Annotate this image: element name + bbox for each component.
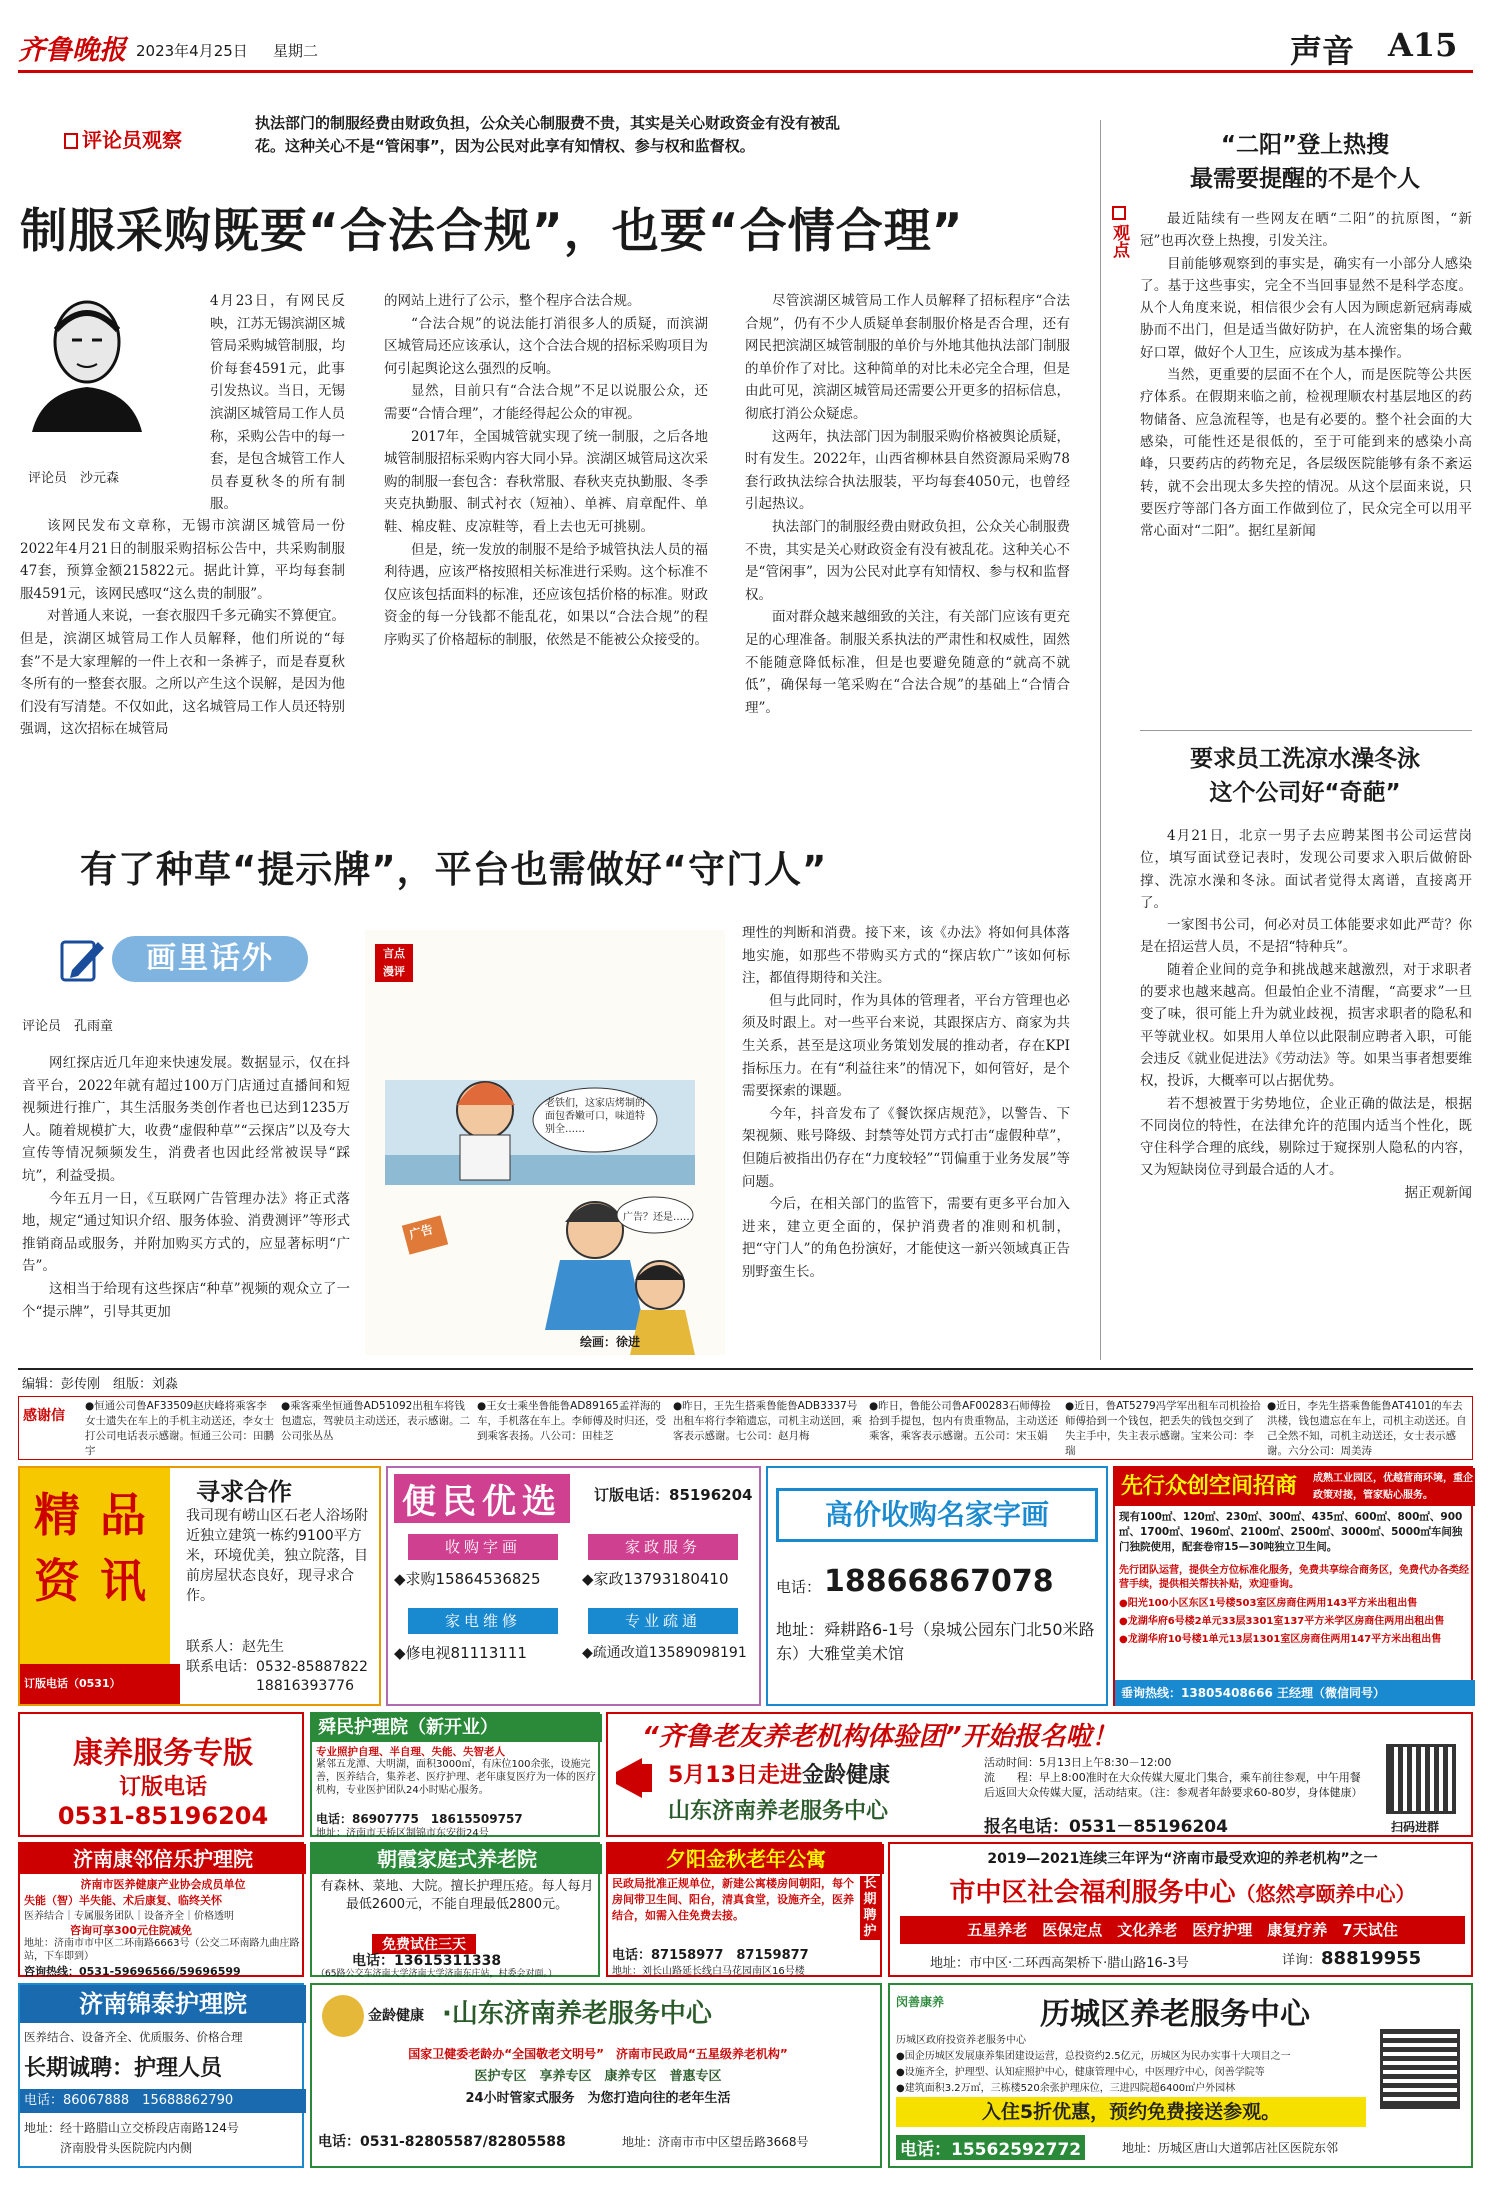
stamp-line: 言点 (383, 947, 405, 960)
deck-line: 花。这种关心不是“管闲事”，因为公民对此享有知情权、参与权和监督权。 (255, 137, 755, 155)
jingpin-phone: 订版电话（0531）85196204 (20, 1664, 180, 1704)
jingpin-tel: 联系电话：0532-85887822 (186, 1659, 368, 1675)
qilu-detail: 流 程：早上8:00准时在大众传媒大厦北门集合，乘车前往参观，中午用餐后返回大众传媒大厦，活动结束。（注：参观者年龄要求60-80岁，身体健康） (984, 1771, 1363, 1799)
paragraph: 该网民发布文章称，无锡市滨湖区城管局一份2022年4月21日的制服采购招标公告中，共采购制服47套，预算金额215822元。据此计算，平均每套制服4591元，该网民感叹“这么贵的制服”。 (20, 518, 345, 602)
kangyang-title: 康养服务专版 (73, 1736, 253, 1771)
lc-offer: 入住5折优惠，预约免费接送参观。 (896, 2097, 1366, 2127)
qr-code-icon (1386, 1744, 1456, 1814)
zihua-addr: 地址：舜耕路6-1号（泉城公园东门北50米路东）大雅堂美术馆 (776, 1620, 1095, 1663)
jingpin-heading: 寻求合作 (196, 1478, 292, 1506)
kangyang-sub: 订版电话 (118, 1775, 207, 1800)
lc-brand: 闵善康养 (896, 1995, 945, 2009)
szq-title-main: 市中区社会福利服务中心 (949, 1878, 1236, 1908)
paragraph: 最近陆续有一些网友在晒“二阳”的抗原图，“新冠”也再次登上热搜，引发关注。 (1140, 211, 1472, 250)
xiyang-addr: 地址：刘长山路延长线白马花园南区16号楼 (612, 1966, 805, 1977)
paragraph: 但与此同时，作为具体的管理者，平台方管理也必须及时跟上。对一些平台来说，其跟探店方、商家为共生关系，甚至是这项业务策划发展的推动者，存在KPI指标压力。在有“利益往来”的情况下，如何管好，是个需要探索的课题。 (742, 992, 1070, 1100)
xianxing-hotline: 垂询热线：13805408666 王经理（微信同号） (1115, 1680, 1475, 1706)
jintai-title: 济南锦泰护理院 (20, 1985, 306, 2023)
sd-title: ·山东济南养老服务中心 (442, 1999, 712, 2029)
shunmin-addr: 地址：济南市天桥区制锦市东安街24号 (316, 1828, 489, 1839)
ad-jingpin (18, 1466, 381, 1730)
xianxing-line: ●龙湖华府10号楼1单元13层1301室区房商住两用147平方米出租出售 (1119, 1634, 1442, 1645)
kanglin-line: 咨询可享300元住院减免 (70, 1924, 192, 1937)
jintai-addr: 地址：经十路腊山立交桥段店南路124号 (24, 2121, 239, 2135)
paragraph: 目前能够观察到的事实是，确实有一小部分人感染了。基于这些事实，完全不当回事显然不是科学态度。从个人角度来说，相信很少会有人因为顾虑新冠病毒威胁而不出门，但是适当做好防护，在人流密集的场合戴好口罩，做好个人卫生，应该成为基本操作。 (1140, 255, 1472, 361)
main-col-3 (745, 290, 1070, 719)
kanglin-addr: 地址：济南市市中区二环南路6663号（公交二环南路九曲庄路站，下车即到） (24, 1938, 300, 1962)
zhaoxia-addr: （65路公交车济南大学济南大学济南东庄站，村委会对面。） (316, 1969, 557, 1979)
xianxing-body: 现有100㎡、120㎡、230㎡、300㎡、435㎡、600㎡、800㎡、900㎡、1700㎡、1960㎡、2100㎡、2500㎡、3000㎡、5000㎡车间独门独院使用，配套卷帘15—30吨独立卫生间。 (1119, 1511, 1463, 1553)
zihua-title: 高价收购名家字画 (776, 1488, 1098, 1542)
qilu-title: “齐鲁老友养老机构体验团”开始报名啦！ (642, 1722, 1118, 1752)
badge (58, 932, 314, 988)
thanks-label: 感谢信 (23, 1408, 65, 1424)
main-byline: 评论员 沙元森 (28, 471, 120, 486)
lc-title: 历城区养老服务中心 (1040, 1997, 1310, 2032)
xianxing-sub: 成熟工业园区，优越营商环境，重企政策对接，管家贴心服务。 (1313, 1473, 1473, 1501)
ad-zhaoxia (310, 1842, 600, 1977)
zihua-tel: 18866867078 (824, 1564, 1054, 1599)
lc-sub: 历城区政府投资养老服务中心 (896, 2035, 1026, 2046)
sd-addr: 地址：济南市市中区望岳路3668号 (622, 2135, 809, 2149)
masthead (18, 28, 1473, 68)
section-name: 声音 (1290, 32, 1355, 70)
zhaoxia-free: 免费试住三天 (372, 1934, 476, 1954)
sidebar-label-text: 观点 (1109, 224, 1129, 258)
bianmin-cat: 家政服务 (588, 1534, 738, 1560)
paragraph: 随着企业间的竞争和挑战越来越激烈，对于求职者的要求也越来越高。但最怕企业不清醒，“高要求”一旦变了味，很可能上升为就业歧视，损害求职者的隐私和平等就业权。如果用人单位以此限制应聘者入职，可能会违反《就业促进法》《劳动法》等。如果当事者想要维权，投诉，大概率可以占据优势。 (1140, 961, 1472, 1090)
title-line: 要求员工洗凉水澡冬泳 (1190, 746, 1420, 772)
qilu-phone (984, 1812, 1228, 1837)
sd-line: 国家卫健委老龄办“全国敬老文明号” 济南市民政局“五星级养老机构” (408, 2047, 788, 2061)
xianxing-line: 先行团队运营，提供全方位标准化服务，免费共享综合商务区，免费代办各类经营手续，提供相关帮扶补贴，欢迎垂询。 (1119, 1565, 1469, 1590)
qilu-detail: 活动时间：5月13日上午8:30－12:00 (984, 1756, 1172, 1769)
cartoon-bubble-2: 广告？还是…… (623, 1212, 693, 1223)
bianmin-title: 便民优选 (394, 1474, 570, 1523)
cartoon-stamp (375, 944, 413, 982)
sidebar-label (1108, 206, 1130, 264)
paragraph: 网红探店近几年迎来快速发展。数据显示，仅在抖音平台，2022年就有超过100万门店通过直播间和短视频进行推广，其生活服务类创作者也已达到1235万人。随着规模扩大，收费“虚假种草”“云探店”以及夸大宣传等情况频频发生，消费者也因此经常被误导“踩坑”，利益受损。 (22, 1055, 350, 1184)
paragraph: 执法部门的制服经费由财政负担，公众关心制服费不贵，其实是关心财政资金有没有被乱花。这种关心不是“管闲事”，因为公民对此享有知情权、参与权和监督权。 (745, 518, 1070, 603)
ad-licheng (888, 1983, 1473, 2168)
cartoon-sign: 广告 (407, 1222, 435, 1242)
szq-award: 2019—2021连续三年评为“济南市最受欢迎的养老机构”之一 (987, 1851, 1378, 1867)
jintai-job: 长期诚聘：护理人员 (24, 2056, 223, 2081)
ad-bianmin (386, 1466, 761, 1706)
weekday: 星期二 (273, 42, 319, 60)
ad-xianxing (1113, 1466, 1473, 1706)
lc-line: ●国企历城区发展康养集团建设运营，总投资约2.5亿元，历城区为民办实事十大项目之一 (896, 2051, 1291, 2062)
thanks-item: ●王女士乘坐鲁能鲁AD89165孟祥海的车，手机落在车上。李师傅及时归还，受到乘客表扬。八公司：田桂芝 (477, 1400, 666, 1442)
xiyang-side: 长期聘护工 (860, 1876, 880, 1940)
paragraph: 对普通人来说，一套衣服四千多元确实不算便宜。但是，滨湖区城管局工作人员解释，他们所说的“每套”不是大家理解的一件上衣和一条裤子，而是春夏秋冬所有的一整套衣服。之所以产生这个误解，是因为他们没有写清楚。不仅如此，这名城管局工作人员还特别强调，这次招标在城管局 (20, 608, 345, 738)
bianmin-line: ◆修电视81113111 (394, 1644, 527, 1662)
shunmin-sub: 专业照护自理、半自理、失能、失智老人 (316, 1746, 505, 1758)
stamp-line: 漫评 (383, 965, 405, 978)
shunmin-body: 紧邻五龙潭、大明湖，面积3000㎡，有床位100余张，设施完善，医养结合，集养老、医疗护理、老年康复医疗为一体的医疗机构，专业医护团队24小时贴心服务。 (316, 1759, 596, 1796)
main-col-1 (20, 290, 345, 516)
jingpin-body: 我司现有崂山区石老人浴场附近独立建筑一栋约9100平方米，环境优美，独立院落，目前房屋状态良好，现寻求合作。 (186, 1508, 368, 1604)
kanglin-tel: 咨询热线：0531-59696566/59696599 (24, 1965, 241, 1978)
kanglin-line: 医养结合｜专属服务团队｜设备齐全｜价格透明 (24, 1911, 234, 1922)
main-col-1-rest (20, 515, 345, 741)
zihua-tel-label: 电话： (776, 1578, 822, 1596)
cartoon-credit: 绘画：徐进 (580, 1335, 641, 1349)
shunmin-title: 舜民护理院（新开业） (312, 1714, 602, 1742)
jintai-note: 济南股骨头医院院内内侧 (60, 2141, 193, 2155)
paragraph: 当然，更重要的层面不在个人，而是医院等公共医疗体系。在假期来临之前，检视理顺农村基层地区的药物储备、应急流程等，也是有必要的。整个社会面的大感染，可能性还是很低的，至于可能到来的感染小高峰，只要药店的药物充足，各层级医院能够有条不紊运转，就不会出现太多失控的情况。从这个层面来说，只要医疗等部门各方面工作做到位了，民众完全可以用平常心面对“二阳”。据红星新闻 (1140, 367, 1472, 540)
title-line: 最需要提醒的不是个人 (1190, 166, 1420, 192)
paragraph: 今后，在相关部门的监管下，需要有更多平台加入进来，建立更全面的，保护消费者的准则和机制，把“守门人”的角色扮演好，才能使这一新兴领域真正告别野蛮生长。 (742, 1196, 1070, 1280)
jingpin-tel2: 18816393776 (256, 1678, 354, 1694)
xianxing-title: 先行众创空间招商 (1115, 1468, 1475, 1506)
paragraph: 的网站上进行了公示，整个程序合法合规。 (384, 293, 641, 309)
paragraph: 尽管滨湖区城管局工作人员解释了招标程序“合法合规”，仍有不少人质疑单套制服价格是否合理，还有网民把滨湖区城管制服的单价与外地其他执法部门制服的单价作了对比。这种简单的对比未必完全合理，但是由此可见，滨湖区城管局还需要公开更多的招标信息，彻底打消公众疑虑。 (745, 293, 1070, 422)
source-credit: 据正观新闻 (1404, 1184, 1472, 1201)
bianmin-line: ◆家政13793180410 (582, 1570, 729, 1588)
bianmin-cat: 专业疏通 (588, 1608, 738, 1634)
ad-shunmin (310, 1712, 600, 1837)
main-headline: 制服采购既要“合法合规”，也要“合情合理” (20, 204, 964, 259)
ad-jintai (18, 1983, 304, 2168)
xiyang-body: 民政局批准正规单位，新建公寓楼房间朝阳，每个房间带卫生间、阳台，清真食堂，设施齐全，医养结合，如需入住免费去接。 (612, 1877, 854, 1922)
kanglin-title: 济南康邻倍乐护理院 (20, 1844, 306, 1874)
thanks-item: ●恒通公司鲁AF33509赵庆峰将乘客李女士遗失在车上的手机主动送还，李女士打公司电话表示感谢。恒通三公司：田鹏宇 (85, 1400, 274, 1457)
thanks-strip (18, 1396, 1473, 1460)
paragraph: 今年五月一日，《互联网广告管理办法》将正式落地，规定“通过知识介绍、服务体验、消费测评”等形式推销商品或服务，并附加购买方式的，应显著标明“广告”。 (22, 1190, 350, 1275)
lc-addr: 地址：历城区唐山大道郭店社区医院东邻 (1122, 2141, 1339, 2155)
label-box-icon (1112, 206, 1126, 220)
tag-box-icon (64, 133, 78, 149)
xianxing-line: ●龙湖华府6号楼2单元33层3301室137平方米学区房商住两用出租出售 (1119, 1616, 1445, 1627)
xiyang-title: 夕阳金秋老年公寓 (608, 1844, 884, 1874)
sidebar-article-2-body (1140, 825, 1472, 1204)
paragraph: 这两年，执法部门因为制服采购价格被舆论质疑，时有发生。2022年，山西省柳林县自然资源局采购78套行政执法综合执法服装，平均每套4050元，也曾经引起热议。 (745, 428, 1070, 513)
second-headline: 有了种草“提示牌”，平台也需做好“守门人” (80, 848, 828, 891)
ad-qilu-laoyou (606, 1712, 1473, 1837)
ad-xiyang (606, 1842, 882, 1977)
qr-code-icon (1380, 2029, 1460, 2109)
cartoon-illustration (365, 930, 725, 1355)
ad-shandong-center (310, 1983, 882, 2168)
paragraph: “合法合规”的说法能打消很多人的质疑，而滨湖区城管局还应该承认，这个合法合规的招标采购项目为何引起舆论这么强烈的反响。 (384, 315, 708, 377)
jintai-sub: 医养结合、设备齐全、优质服务、价格合理 (24, 2030, 243, 2044)
kanglin-sub: 济南市医养健康产业协会成员单位 (80, 1878, 246, 1891)
sidebar-article-1-body (1140, 208, 1472, 542)
bianmin-line: ◆求购15864536825 (394, 1570, 541, 1588)
title-line: “二阳”登上热搜 (1220, 132, 1390, 158)
paragraph: 显然，目前只有“合法合规”不足以说服公众，还需要“合情合理”，才能经得起公众的审视。 (384, 383, 708, 422)
qilu-phone-label: 报名电话： (984, 1817, 1069, 1837)
shunmin-tel: 电话：86907775 18615509757 (316, 1812, 523, 1826)
masthead-rule (18, 70, 1473, 73)
qilu-qr-label: 扫码进群 (1391, 1820, 1440, 1834)
sd-tel: 电话：0531-82805587/82805588 (318, 2134, 566, 2150)
paragraph: 面对群众越来越细致的关注，有关部门应该有更充足的心理准备。制服关系执法的严肃性和权威性，固然不能随意降低标准，但是也要避免随意的“就高不就低”，确保每一笔采购在“合法合规”的基础上“合情合理”。 (745, 609, 1070, 716)
qilu-when-text: 5月13日走进 (668, 1763, 802, 1788)
bianmin-line: ◆疏通改道13589098191 (582, 1645, 747, 1661)
ad-kangyang (18, 1712, 304, 1837)
second-col-left (22, 1052, 350, 1323)
sidebar-rule (1140, 730, 1472, 731)
zhaoxia-title: 朝霞家庭式养老院 (312, 1844, 602, 1874)
zhaoxia-tel: 电话：13615311338 (352, 1953, 502, 1969)
jingpin-contact: 联系人：赵先生 (186, 1639, 284, 1655)
ad-kanglin (18, 1842, 304, 1977)
ad-zihua (766, 1466, 1108, 1706)
thanks-item: ●乘客乘坐恒通鲁AD51092出租车将钱包遗忘，驾驶员主动送还，表示感谢。二公司张丛丛 (281, 1400, 470, 1442)
title-line: 这个公司好“奇葩” (1209, 780, 1401, 806)
szq-tel-number: 88819955 (1321, 1948, 1422, 1969)
bianmin-order: 订版电话：85196204 (594, 1486, 753, 1504)
deck (255, 112, 1065, 158)
paragraph: 这相当于给现有这些探店“种草”视频的观众立了一个“提示牌”，引导其更加 (22, 1280, 350, 1320)
qilu-org: 山东济南养老服务中心 (668, 1799, 889, 1824)
sidebar-article-2-title (1140, 742, 1470, 810)
lc-line: ●建筑面积3.2万㎡，三栋楼520余张护理床位，三进四院超6400㎡户外园林 (896, 2083, 1236, 2094)
cartoon-bubble-1: 老铁们，这家店烤制的面包香嫩可口，味道特别全…… (545, 1098, 645, 1135)
kangyang-tel: 0531-85196204 (57, 1802, 269, 1830)
jintai-tel: 电话：86067888 15688862790 (20, 2089, 306, 2113)
editorial-rule (18, 1368, 1473, 1370)
paragraph: 若不想被置于劣势地位，企业正确的做法是，根据不同岗位的特性，在法律允许的范围内适当个性化，既守住科学合理的底线，剔除过于窥探别人隐私的内容，又为短缺岗位寻到最合适的人才。 (1140, 1095, 1472, 1179)
kanglin-line: 失能（智）半失能、术后康复、临终关怀 (24, 1894, 222, 1907)
paragraph: 一家图书公司，何必对员工体能要求如此严苛？你是在招运营人员，不是招“特种兵”。 (1140, 917, 1472, 956)
ad-shizhongqu (888, 1842, 1473, 1977)
sd-line: 24小时管家式服务 为您打造向往的老年生活 (465, 2091, 731, 2106)
editors-line: 编辑：彭传刚 组版：刘淼 (22, 1377, 179, 1392)
qilu-when (668, 1758, 890, 1789)
szq-title-paren: （悠然亭颐养中心） (1235, 1882, 1416, 1906)
second-col-right (742, 922, 1070, 1284)
column-tag (64, 124, 182, 153)
lc-tel: 电话：15562592772 (896, 2135, 1085, 2160)
paragraph: 4月21日，北京一男子去应聘某图书公司运营岗位，填写面试登记表时，发现公司要求入职后做俯卧撑、洗凉水澡和冬泳。面试者觉得太离谱，直接离开了。 (1140, 828, 1472, 911)
gold-logo-icon (322, 1995, 364, 2037)
bianmin-cat: 收购字画 (408, 1534, 558, 1560)
sd-brand: 金龄健康 (368, 2008, 424, 2024)
sidebar-article-1-title (1140, 128, 1470, 196)
main-col-2 (384, 290, 708, 652)
bianmin-cat: 家电维修 (408, 1608, 558, 1634)
szq-title (890, 1872, 1475, 1909)
paragraph: 但是，统一发放的制服不是给予城管执法人员的福利待遇，应该严格按照相关标准进行采购。这个标准不仅应该包括面料的标准，还应该包括价格的标准。财政资金的每一分钱都不能乱花，如果以“合法合规”的程序购买了价格超标的制服，依然是不能被公众接受的。 (384, 541, 708, 648)
megaphone-icon (612, 1748, 662, 1808)
pencil-note-icon (58, 934, 106, 984)
xiyang-tel: 电话：87158977 87159877 (612, 1948, 809, 1963)
thanks-item: ●近日，鲁AT5279冯学军出租车司机捡拾师傅拾到一个钱包，把丢失的钱包交到了失主手中，失主表示感谢。宝来公司：李瑞 (1065, 1400, 1261, 1457)
qilu-brand: 金龄健康 (801, 1763, 890, 1788)
paragraph: 理性的判断和消费。接下来，该《办法》将如何具体落地实施，如那些不带购买方式的“探店软广”该如何标注，都值得期待和关注。 (742, 925, 1070, 987)
qilu-phone-number: 0531－85196204 (1069, 1817, 1228, 1837)
issue-date: 2023年4月25日 (136, 42, 248, 60)
deck-line: 执法部门的制服经费由财政负担，公众关心制服费不贵，其实是关心财政资金有没有被乱 (255, 114, 841, 132)
xianxing-line: ●阳光100小区东区1号楼503室区房商住两用143平方米出租出售 (1119, 1598, 1418, 1609)
szq-addr: 地址：市中区·二环西高架桥下·腊山路16-3号 (930, 1956, 1189, 1971)
thanks-item: ●昨日，鲁能公司鲁AF00283石师傅捡拾到手提包，包内有贵重物品，主动送还乘客，乘客表示感谢。五公司：宋玉娟 (869, 1400, 1058, 1442)
thanks-item: ●近日，李先生搭乘鲁能鲁AT4101的车去洪楼，钱包遗忘在车上，司机主动送还。自己全然不知，司机主动送还，女士表示感谢。六分公司：周美涛 (1267, 1400, 1467, 1457)
paragraph: 4月23日，有网民反映，江苏无锡滨湖区城管局采购城管制服，均价每套4591元，此事引发热议。当日，无锡滨湖区城管局工作人员称，采购公告中的每一套，是包含城管工作人员春夏秋冬的所有制服。 (210, 293, 345, 513)
szq-tel (1282, 1948, 1421, 1969)
lc-line: ●设施齐全，护理型、认知症照护中心，健康管理中心，中医理疗中心，闵善学院等 (896, 2067, 1265, 2078)
thanks-item: ●昨日，王先生搭乘鲁能鲁ADB3337号出租车将行李箱遗忘，司机主动送回，乘客表示感谢。七公司：赵月梅 (673, 1400, 862, 1442)
zhaoxia-body: 有森林、菜地、大院。擅长护理压疮。每人每月最低2600元，不能自理最低2800元。 (320, 1879, 594, 1912)
paragraph: 2017年，全国城管就实现了统一制服，之后各地城管制服招标采购内容大同小异。滨湖区城管局这次采购的制服一套包含：春秋常服、春秋夹克执勤服、冬季夹克执勤服、制式衬衣（短袖）、单裤、肩章配件、单鞋、棉皮鞋、皮凉鞋等，看上去也无可挑剔。 (384, 428, 708, 535)
second-byline: 评论员 孔雨童 (22, 1019, 114, 1034)
sd-line: 医护专区 享养专区 康养专区 普惠专区 (474, 2069, 722, 2084)
sidebar-divider (1100, 120, 1101, 1360)
szq-tel-label: 详询： (1282, 1953, 1322, 1968)
badge-label: 画里话外 (112, 936, 308, 982)
cartoon (365, 930, 725, 1355)
jingpin-title: 精品资讯 (20, 1468, 170, 1664)
szq-tags: 五星养老 医保定点 文化养老 医疗护理 康复疗养 7天试住 (900, 1916, 1465, 1944)
paragraph: 今年，抖音发布了《餐饮探店规范》，以警告、下架视频、账号降级、封禁等处罚方式打击“虚假种草”，但随后被指出仍存在“力度较轻”“罚偏重于业务发展”等问题。 (742, 1105, 1070, 1190)
tag-label: 评论员观察 (82, 128, 182, 152)
page-number: A15 (1388, 26, 1458, 64)
paper-name: 齐鲁晚报 (18, 35, 126, 66)
